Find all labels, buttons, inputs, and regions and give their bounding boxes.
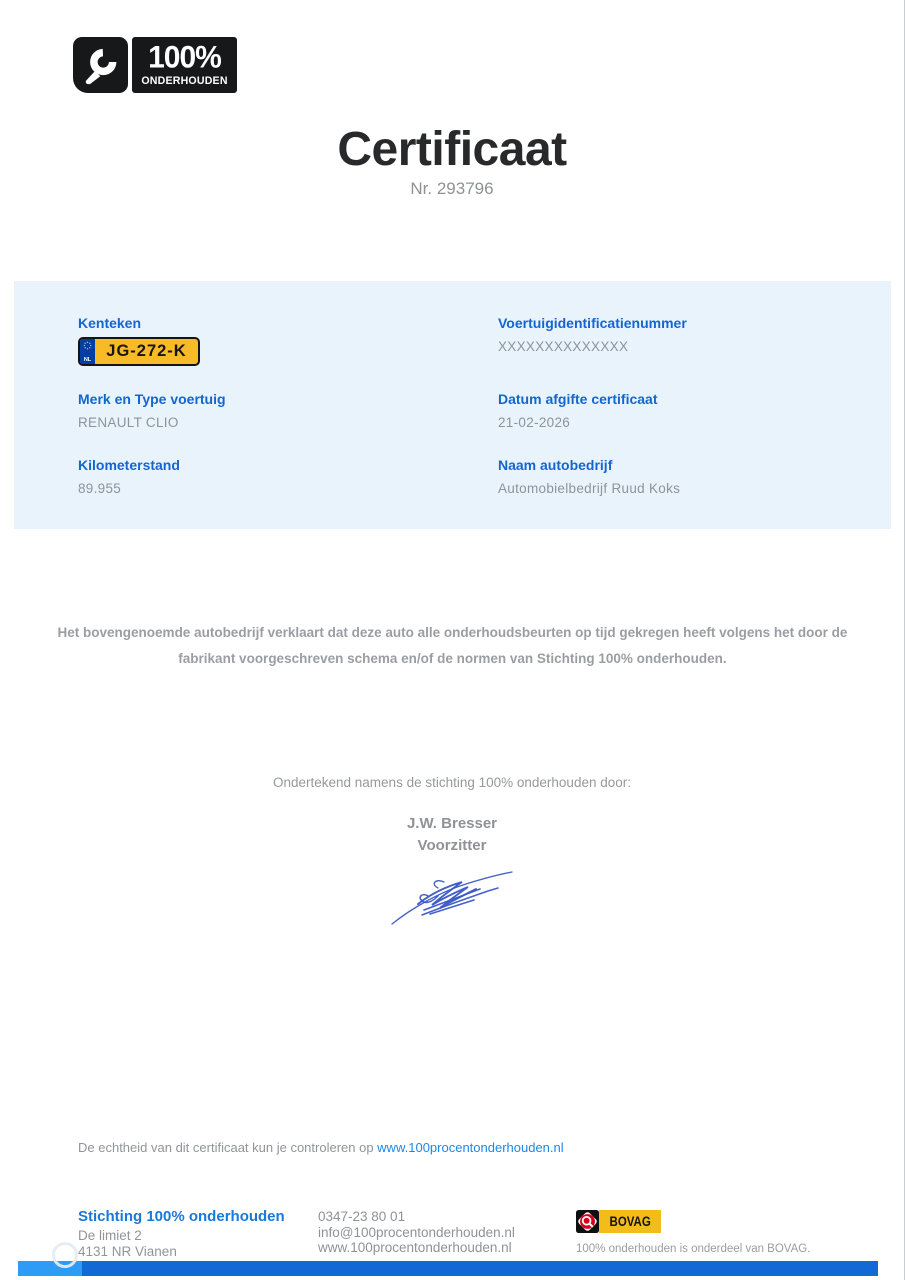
footer-website: www.100procentonderhouden.nl	[318, 1240, 512, 1255]
page-title: Certificaat	[337, 123, 567, 176]
logo-wrench-tile	[73, 37, 128, 93]
field-vin	[498, 315, 891, 391]
verification-prefix: De echtheid van dit certificaat kun je controleren op	[78, 1140, 378, 1155]
plate-country-label: NL	[83, 356, 92, 363]
vehicle-fields	[14, 281, 891, 496]
certificate-number: Nr. 293796	[410, 179, 494, 198]
footer-address-line1: De limiet 2	[78, 1228, 142, 1243]
field-label-autobedrijf: Naam autobedrijf	[498, 457, 613, 473]
footer-org-name: Stichting 100% onderhouden	[78, 1208, 285, 1225]
signer-name: J.W. Bresser	[406, 815, 498, 832]
field-value-datum-afgifte: 21-02-2026	[498, 415, 571, 430]
bovag-emblem-icon	[576, 1210, 599, 1233]
logo-text-tile	[132, 37, 237, 93]
partial-circle-widget	[52, 1242, 78, 1268]
license-plate	[78, 337, 200, 366]
field-kenteken	[78, 315, 498, 391]
field-label-merk-type: Merk en Type voertuig	[78, 391, 226, 407]
field-value-kilometerstand: 89.955	[78, 481, 122, 496]
footer-address-line2: 4131 NR Vianen	[78, 1244, 177, 1259]
bovag-wordmark: BOVAG	[599, 1210, 661, 1233]
verification-text	[78, 1140, 564, 1155]
footer-phone: 0347-23 80 01	[318, 1209, 406, 1224]
signature-image	[388, 858, 518, 930]
footer-bovag-block	[576, 1209, 810, 1255]
bovag-note: 100% onderhouden is onderdeel van BOVAG.	[576, 1243, 811, 1255]
field-label-datum-afgifte: Datum afgifte certificaat	[498, 391, 658, 407]
bovag-logo	[576, 1209, 810, 1233]
verification-link[interactable]: www.100procentonderhouden.nl	[377, 1140, 564, 1155]
field-value-merk-type: RENAULT CLIO	[78, 415, 179, 430]
field-autobedrijf	[498, 457, 891, 496]
footer-org-block	[78, 1208, 285, 1260]
field-label-kilometerstand: Kilometerstand	[78, 457, 180, 473]
field-kilometerstand	[78, 457, 498, 496]
field-label-vin: Voertuigidentificatienummer	[498, 315, 687, 331]
signing-intro: Ondertekend namens de stichting 100% onderhouden door:	[272, 775, 631, 790]
footer-email: info@100procentonderhouden.nl	[318, 1224, 515, 1240]
field-merk-type	[78, 391, 498, 457]
plate-number: JG-272-K	[106, 342, 187, 360]
wrench-icon	[80, 44, 122, 86]
logo-onderhouden-text: ONDERHOUDEN	[141, 75, 228, 87]
footer-contact-block	[318, 1209, 515, 1256]
field-datum-afgifte	[498, 391, 891, 457]
brand-logo	[73, 37, 237, 93]
declaration-text: Het bovengenoemde autobedrijf verklaart dat deze auto alle onderhoudsbeurten op tijd gekregen heeft volgens het door de fabrikant voorgeschreven schema en/of de normen van Stichting 100% onderhouden.	[57, 625, 848, 666]
field-value-autobedrijf: Automobielbedrijf Ruud Koks	[498, 481, 681, 496]
field-label-kenteken: Kenteken	[78, 315, 142, 331]
logo-100-text: 100%	[148, 40, 221, 75]
footer-bar	[18, 1261, 878, 1276]
eu-stars-icon	[83, 341, 92, 350]
plate-eu-strip	[80, 339, 95, 364]
field-value-vin: XXXXXXXXXXXXXX	[498, 339, 629, 354]
signer-role: Voorzitter	[417, 837, 487, 854]
vehicle-info-box	[14, 281, 891, 529]
